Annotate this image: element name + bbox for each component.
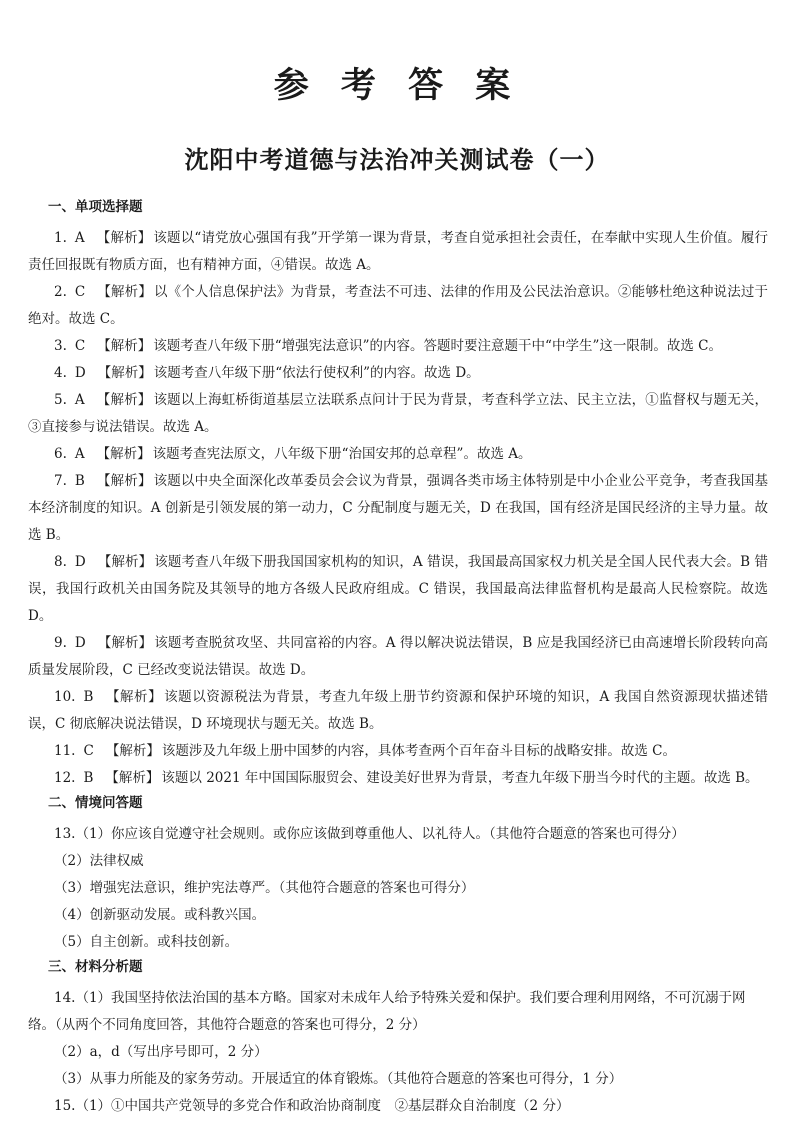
analysis-text: 该题以上海虹桥街道基层立法联系点问计于民为背景，考查科学立法、民主立法，①监督权与题无关，③直接参与说法错误。故选 A。 bbox=[28, 392, 769, 435]
q13-line: （2）法律权威 bbox=[54, 853, 144, 869]
question-number: 6. bbox=[54, 446, 67, 462]
choice-answer-item bbox=[28, 333, 768, 360]
choice-answer-item bbox=[28, 387, 768, 441]
analysis-tag: 【解析】 bbox=[97, 338, 152, 354]
answer-letter: D bbox=[74, 635, 86, 651]
answer-letter: D bbox=[74, 365, 86, 381]
choice-answer-item bbox=[28, 441, 768, 468]
analysis-text: 该题考查宪法原文，八年级下册“治国安邦的总章程”。故选 A。 bbox=[152, 446, 532, 462]
analysis-tag: 【解析】 bbox=[97, 284, 152, 300]
exam-subtitle: 沈阳中考道德与法治冲关测试卷（一） bbox=[184, 145, 610, 174]
analysis-tag: 【解析】 bbox=[105, 743, 160, 759]
question-number: 11. bbox=[54, 743, 76, 759]
question-number: 12. bbox=[54, 770, 76, 786]
question-number: 4. bbox=[54, 365, 67, 381]
analysis-tag: 【解析】 bbox=[105, 770, 160, 786]
q13-line: （3）增强宪法意识，维护宪法尊严。（其他符合题意的答案也可得分） bbox=[54, 880, 475, 896]
analysis-text: 该题以 2021 年中国国际服贸会、建设美好世界为背景，考查九年级下册当今时代的主题。故选 B。 bbox=[161, 770, 759, 786]
choice-answer-item bbox=[28, 468, 768, 549]
analysis-tag: 【解析】 bbox=[96, 473, 152, 489]
q13-line: （5）自主创新。或科技创新。 bbox=[54, 934, 239, 950]
analysis-text: 该题考查脱贫攻坚、共同富裕的内容。A 得以解决说法错误，B 应是我国经济已由高速增长阶段转向高质量发展阶段，C 已经改变说法错误。故选 D。 bbox=[28, 635, 769, 678]
question-number: 8. bbox=[54, 554, 67, 570]
question-number: 9. bbox=[54, 635, 67, 651]
analysis-text: 该题考查八年级下册“依法行使权利”的内容。故选 D。 bbox=[153, 365, 480, 381]
analysis-tag: 【解析】 bbox=[105, 689, 163, 705]
page-title: 参 考 答 案 bbox=[273, 65, 521, 106]
section-heading-situation: 二、情境问答题 bbox=[48, 795, 143, 811]
answer-letter: A bbox=[74, 446, 85, 462]
choice-answer-item bbox=[28, 225, 768, 279]
answer-letter: C bbox=[74, 284, 86, 300]
question-number: 10. bbox=[54, 689, 76, 705]
analysis-tag: 【解析】 bbox=[97, 365, 152, 381]
choice-answer-list bbox=[28, 225, 768, 792]
q14-line: 14.（1）我国坚持依法治国的基本方略。国家对未成年人给予特殊关爱和保护。我们要合理利用网络，不可沉溺于网络。（从两个不同角度回答，其他符合题意的答案也可得分，2 分） bbox=[28, 990, 746, 1033]
q15-line: 15.（1）①中国共产党领导的多党合作和政治协商制度 ②基层群众自治制度（2 分） bbox=[54, 1098, 570, 1114]
section-heading-single-choice: 一、单项选择题 bbox=[48, 199, 143, 215]
choice-answer-item bbox=[28, 738, 768, 765]
question-number: 5. bbox=[54, 392, 67, 408]
choice-answer-item bbox=[28, 765, 768, 792]
question-number: 3. bbox=[54, 338, 67, 354]
choice-answer-item bbox=[28, 360, 768, 387]
choice-answer-item bbox=[28, 549, 768, 630]
q13-line: 13.（1）你应该自觉遵守社会规则。或你应该做到尊重他人、以礼待人。（其他符合题意的答案也可得分） bbox=[54, 826, 685, 842]
choice-answer-item bbox=[28, 684, 768, 738]
analysis-text: 该题考查八年级下册“增强宪法意识”的内容。答题时要注意题干中“中学生”这一限制。故选 C。 bbox=[153, 338, 722, 354]
q14-line: （2）a，d（写出序号即可，2 分） bbox=[54, 1044, 268, 1060]
answer-letter: A bbox=[74, 230, 85, 246]
q14-line: （3）从事力所能及的家务劳动。开展适宜的体育锻炼。（其他符合题意的答案也可得分，1 分） bbox=[54, 1071, 623, 1087]
answer-content bbox=[28, 198, 768, 1120]
question-number: 2. bbox=[54, 284, 67, 300]
analysis-text: 以《个人信息保护法》为背景，考查法不可违、法律的作用及公民法治意识。②能够杜绝这种说法过于绝对。故选 C。 bbox=[28, 284, 769, 327]
analysis-tag: 【解析】 bbox=[97, 635, 153, 651]
analysis-text: 该题考查八年级下册我国国家机构的知识，A 错误，我国最高国家权力机关是全国人民代表大会。B 错误，我国行政机关由国务院及其领导的地方各级人民政府组成。C 错误，我国最高法律监督机构是最高人民检察院。故选 D。 bbox=[28, 554, 769, 624]
analysis-text: 该题涉及九年级上册中国梦的内容，具体考查两个百年奋斗目标的战略安排。故选 C。 bbox=[161, 743, 676, 759]
answer-letter: C bbox=[83, 743, 94, 759]
answer-letter: B bbox=[83, 689, 94, 705]
analysis-tag: 【解析】 bbox=[96, 230, 152, 246]
answer-letter: B bbox=[83, 770, 94, 786]
question-number: 1. bbox=[54, 230, 67, 246]
analysis-tag: 【解析】 bbox=[96, 446, 151, 462]
question-number: 7. bbox=[54, 473, 67, 489]
choice-answer-item bbox=[28, 630, 768, 684]
section-heading-material: 三、材料分析题 bbox=[48, 959, 143, 975]
analysis-tag: 【解析】 bbox=[97, 554, 153, 570]
choice-answer-item bbox=[28, 279, 768, 333]
answer-letter: A bbox=[74, 392, 85, 408]
q13-line: （4）创新驱动发展。或科教兴国。 bbox=[54, 907, 266, 923]
answer-letter: C bbox=[74, 338, 86, 354]
answer-letter: B bbox=[74, 473, 85, 489]
analysis-text: 该题以中央全面深化改革委员会会议为背景，强调各类市场主体特别是中小企业公平竞争，考查我国基本经济制度的知识。A 创新是引领发展的第一动力，C 分配制度与题无关，D 在我国，国有经济是国民经济的主导力量。故选 B。 bbox=[28, 473, 769, 543]
analysis-text: 该题以“请党放心强国有我”开学第一课为背景，考查自觉承担社会责任，在奉献中实现人生价值。履行责任回报既有物质方面，也有精神方面，④错误。故选 A。 bbox=[28, 230, 769, 273]
analysis-tag: 【解析】 bbox=[96, 392, 152, 408]
analysis-text: 该题以资源税法为背景，考查九年级上册节约资源和保护环境的知识，A 我国自然资源现状描述错误，C 彻底解决说法错误，D 环境现状与题无关。故选 B。 bbox=[28, 689, 768, 732]
answer-letter: D bbox=[74, 554, 86, 570]
